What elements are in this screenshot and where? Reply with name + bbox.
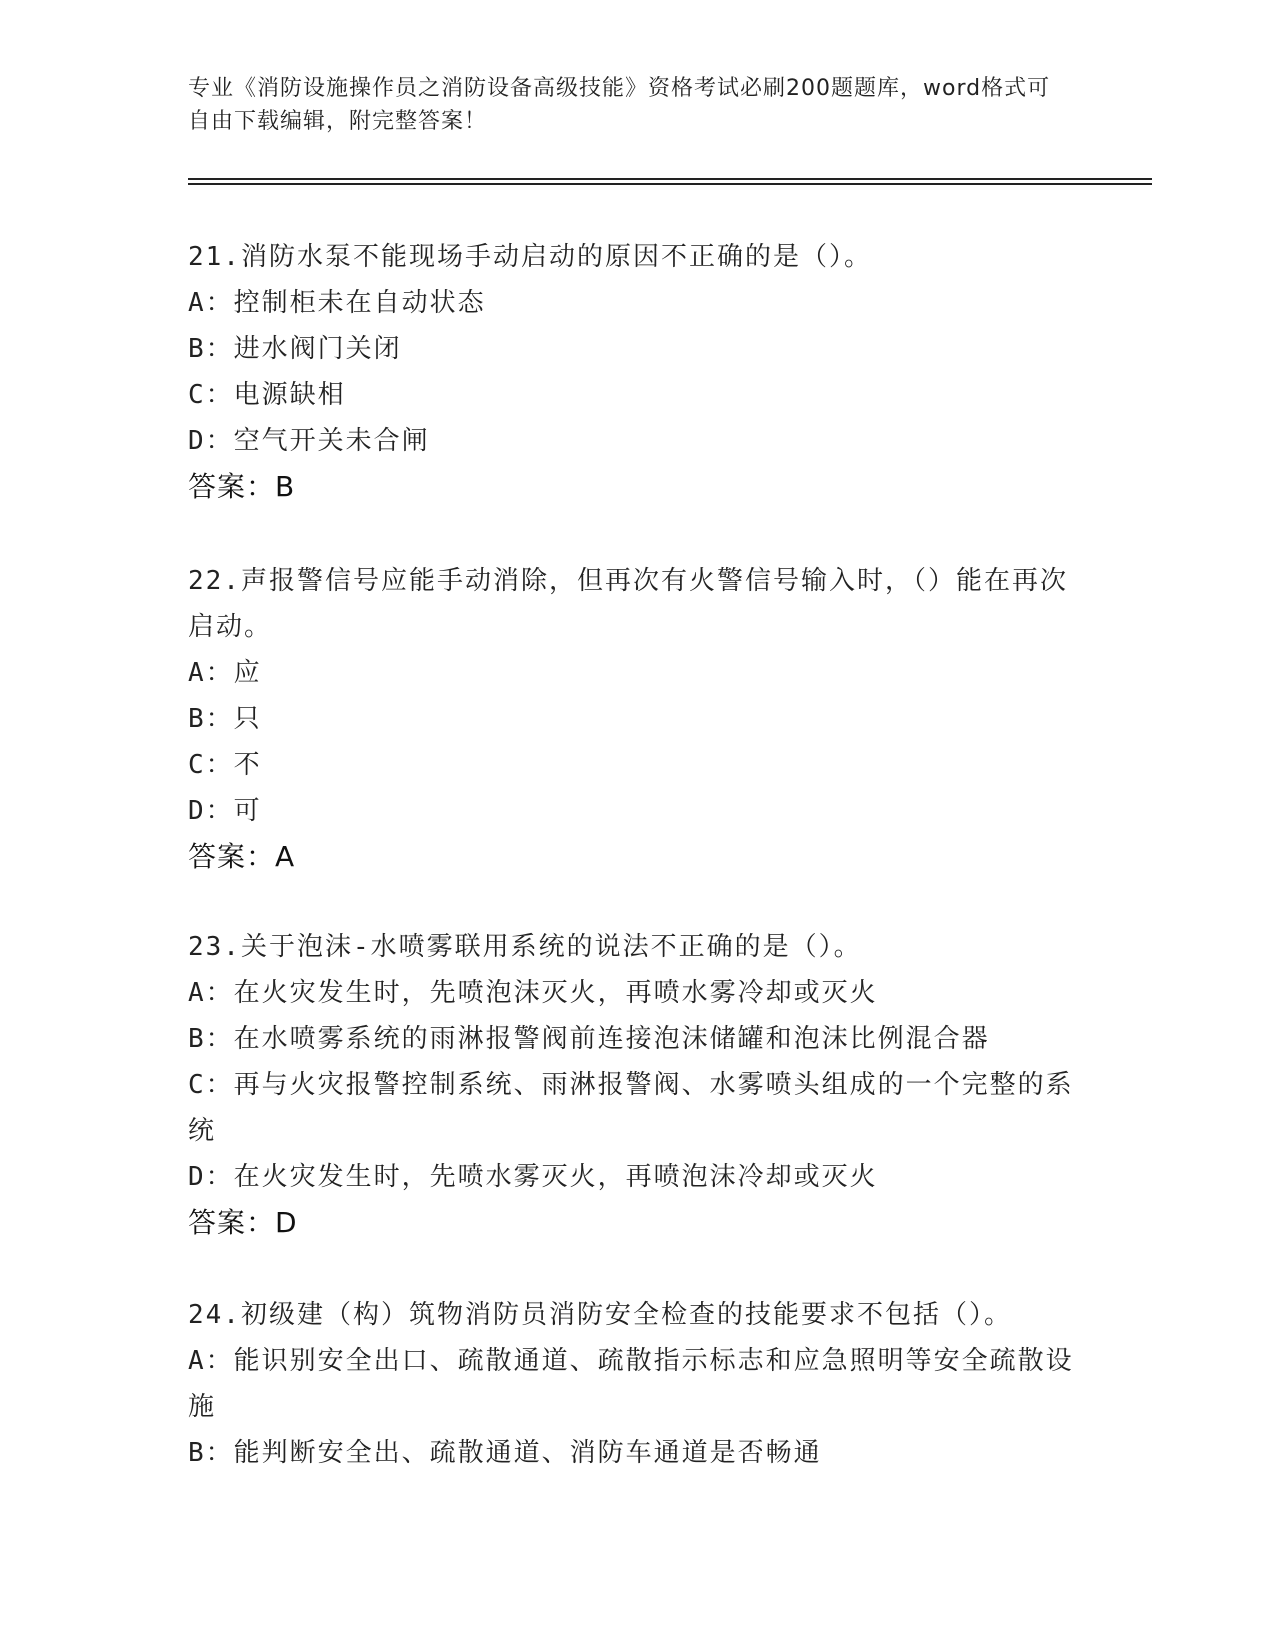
- question-stem: 22.声报警信号应能手动消除，但再次有火警信号输入时，（）能在再次启动。: [188, 566, 1068, 642]
- question-23: [188, 924, 1088, 1246]
- header-rule-bottom: [188, 183, 1152, 185]
- option-a: A：控制柜未在自动状态: [188, 288, 486, 318]
- option-a: A：能识别安全出口、疏散通道、疏散指示标志和应急照明等安全疏散设施: [188, 1346, 1074, 1422]
- option-b: B：在水喷雾系统的雨淋报警阀前连接泡沫储罐和泡沫比例混合器: [188, 1024, 990, 1054]
- answer: 答案：B: [188, 470, 296, 503]
- question-stem: 24.初级建（构）筑物消防员消防安全检查的技能要求不包括（）。: [188, 1300, 1012, 1330]
- question-stem: 21.消防水泵不能现场手动启动的原因不正确的是（）。: [188, 242, 872, 272]
- option-b: B：进水阀门关闭: [188, 334, 402, 364]
- option-c: C：不: [188, 750, 262, 780]
- option-a: A：应: [188, 658, 262, 688]
- option-d: D：在火灾发生时，先喷水雾灭火，再喷泡沫冷却或灭火: [188, 1162, 878, 1192]
- option-c: C：电源缺相: [188, 380, 346, 410]
- header-rule-top: [188, 178, 1152, 180]
- option-c: C：再与火灾报警控制系统、雨淋报警阀、水雾喷头组成的一个完整的系统: [188, 1070, 1074, 1146]
- option-b: B：只: [188, 704, 262, 734]
- option-a: A：在火灾发生时，先喷泡沫灭火，再喷水雾冷却或灭火: [188, 978, 878, 1008]
- answer: 答案：A: [188, 840, 296, 873]
- option-b: B：能判断安全出、疏散通道、消防车通道是否畅通: [188, 1438, 822, 1468]
- option-d: D：空气开关未合闸: [188, 426, 430, 456]
- option-d: D：可: [188, 796, 262, 826]
- question-22: [188, 558, 1088, 880]
- question-stem: 23.关于泡沫-水喷雾联用系统的说法不正确的是（）。: [188, 932, 862, 962]
- question-21: [188, 234, 1088, 510]
- answer: 答案：D: [188, 1206, 298, 1239]
- question-24: [188, 1292, 1088, 1476]
- document-header: 专业《消防设施操作员之消防设备高级技能》资格考试必刷200题题库，word格式可自由下载编辑，附完整答案！: [188, 76, 1051, 134]
